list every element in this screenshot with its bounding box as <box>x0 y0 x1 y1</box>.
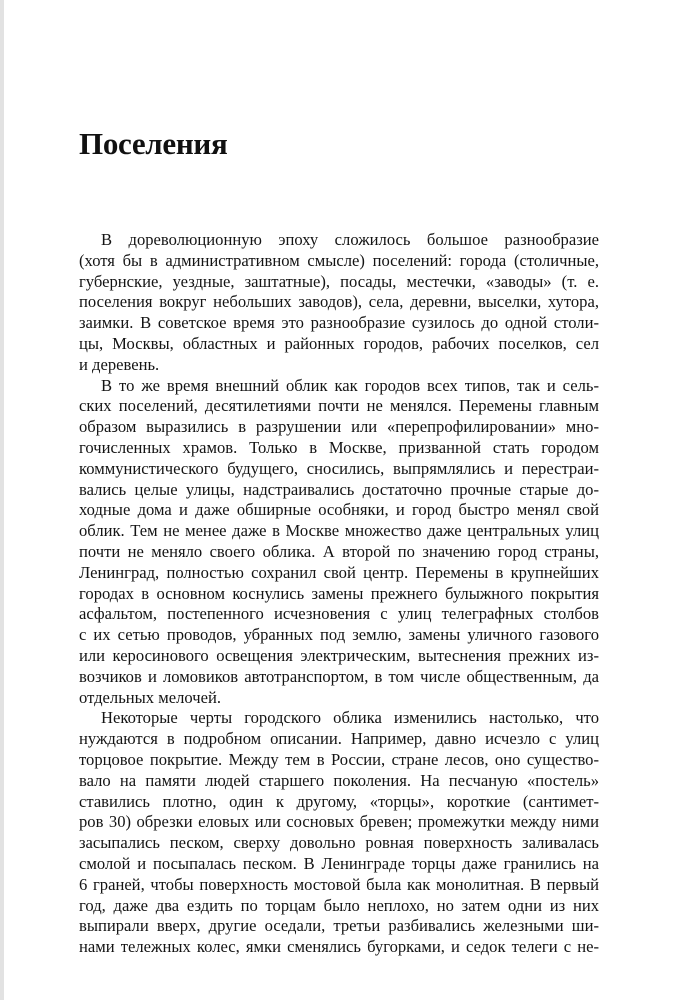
text-line: нуждаются в подробном описании. Например, давно исчезло с улиц <box>79 729 599 749</box>
text-line: коммунистического будущего, сносились, выпрямлялись и перестраи- <box>79 458 599 478</box>
text-line: ских поселений, десятилетиями почти не менялся. Перемены главным <box>79 396 599 416</box>
text-line: возчиков и ломовиков автотранспортом, в том числе общественным, да <box>79 666 599 686</box>
text-line: или керосинового освещения электрическим, вытеснения прежних из- <box>79 645 599 665</box>
text-line: смолой и посыпалась песком. В Ленинграде торцы даже гранились на <box>79 853 599 873</box>
text-line: отдельных мелочей. <box>79 687 221 707</box>
paragraph-2 <box>79 376 599 709</box>
text-line: губернские, уездные, заштатные), посады, местечки, «заводы» (т. е. <box>79 271 599 291</box>
text-line: ров 30) обрезки еловых или сосновых бревен; промежутки между ними <box>79 812 599 832</box>
text-line: цы, Москвы, областных и районных городов, рабочих поселков, сел <box>79 333 599 353</box>
text-line: образом выразились в разрушении или «перепрофилировании» мно- <box>79 417 599 437</box>
text-line: Ленинград, полностью сохранил свой центр. Перемены в крупнейших <box>79 562 599 582</box>
text-line: год, даже два ездить по торцам было неплохо, но затем одни из них <box>79 895 599 915</box>
text-line: вало на памяти людей старшего поколения. На песчаную «постель» <box>79 770 599 790</box>
text-line: заимки. В советское время это разнообразие сузилось до одной столи- <box>79 313 599 333</box>
text-line: почти не меняло своего облика. А второй по значению город страны, <box>79 541 599 561</box>
paragraph-3 <box>79 708 599 958</box>
text-line: ходные дома и даже обширные особняки, и город быстро менял свой <box>79 500 599 520</box>
text-line: и деревень. <box>79 354 160 374</box>
chapter-heading: Поселения <box>79 126 228 161</box>
text-line: Некоторые черты городского облика изменились настолько, что <box>101 708 599 728</box>
text-line: (хотя бы в административном смысле) поселений: города (столичные, <box>79 250 599 270</box>
page-edge-shadow <box>0 0 4 1000</box>
paragraph-1 <box>79 230 599 376</box>
text-line: асфальтом, постепенного исчезновения с улиц телеграфных столбов <box>79 604 599 624</box>
text-line: В то же время внешний облик как городов всех типов, так и сель- <box>101 375 599 395</box>
text-line: выпирали вверх, другие оседали, третьи разбивались железными ши- <box>79 916 599 936</box>
text-line: городах в основном коснулись замены прежнего булыжного покрытия <box>79 583 599 603</box>
text-line: торцовое покрытие. Между тем в России, стране лесов, оно существо- <box>79 749 599 769</box>
body-text <box>79 230 599 958</box>
text-line: В дореволюционную эпоху сложилось большое разнообразие <box>101 230 599 249</box>
text-line: ставились плотно, один к другому, «торцы», короткие (сантимет- <box>79 791 599 811</box>
text-line: засыпались песком, сверху довольно ровная поверхность заливалась <box>79 833 599 853</box>
text-line: вались целые улицы, надстраивались достаточно прочные старые до- <box>79 479 599 499</box>
text-line: нами тележных колес, ямки сменялись бугорками, и седок телеги с не- <box>79 937 599 957</box>
text-line: с их сетью проводов, убранных под землю, замены уличного газового <box>79 625 599 645</box>
text-line: облик. Тем не менее даже в Москве множество даже центральных улиц <box>79 521 599 541</box>
text-line: поселения вокруг небольших заводов), села, деревни, выселки, хутора, <box>79 292 599 312</box>
text-line: гочисленных храмов. Только в Москве, призванной стать городом <box>79 437 599 457</box>
text-line: 6 граней, чтобы поверхность мостовой была как монолитная. В первый <box>79 874 599 894</box>
